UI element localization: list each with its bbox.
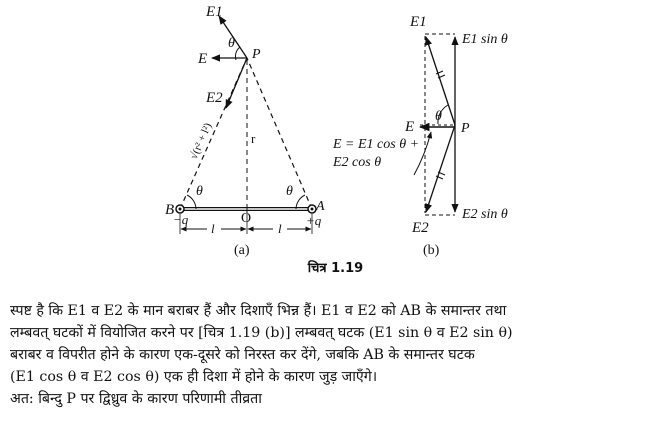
label-minus-q: −q: [173, 212, 189, 227]
label-e1-sin: E1 sin θ: [462, 32, 508, 47]
label-e-eq-1: E = E1 cos θ +: [333, 137, 420, 152]
sublabel-a: (a): [234, 243, 250, 258]
figure-caption: चित्र 1.19: [307, 261, 364, 276]
label-p-b: P: [461, 121, 470, 136]
label-plus-q: +q: [306, 213, 322, 228]
label-theta-top: θ: [228, 36, 235, 51]
label-e1-a: E1: [206, 4, 223, 20]
label-e2-b: E2: [412, 220, 429, 236]
paragraph-line: लम्बवत् घटकों में वियोजित करने पर [चित्र 1.19 (b)] लम्बवत् घटक (E1 sin θ व E2 sin θ): [10, 325, 513, 341]
label-b: B: [165, 202, 175, 218]
label-e2-a: E2: [206, 90, 223, 106]
e2-vector-b: [426, 125, 455, 212]
figure-a: [165, 4, 325, 258]
line-a-to-p: [247, 58, 312, 209]
sublabel-b: (b): [423, 243, 440, 258]
label-p-a: P: [252, 47, 261, 62]
theta-arc-left: [187, 195, 196, 209]
label-o: O: [241, 211, 252, 226]
label-l-left: l: [211, 221, 215, 236]
e2-vector: [226, 58, 247, 108]
paragraph-line: स्पष्ट है कि E1 व E2 के मान बराबर हैं और दिशाएँ भिन्न हैं। E1 व E2 को AB के समान्तर तथा: [10, 303, 507, 319]
explanation-paragraph: [10, 300, 665, 410]
figure-b: [332, 14, 508, 258]
paragraph-line: अत: बिन्दु P पर द्विध्रुव के कारण परिणामी तीव्रता: [10, 391, 262, 407]
label-e-b: E: [405, 119, 415, 135]
label-l-right: l: [278, 221, 282, 236]
label-hyp: √(r² + l²): [187, 121, 215, 162]
label-e-a: E: [198, 51, 208, 67]
label-theta-right: θ: [286, 184, 293, 199]
label-theta-b: θ: [435, 109, 442, 124]
paragraph-line: बराबर व विपरीत होने के कारण एक-दूसरे को निरस्त कर देंगे, जबकि AB के समान्तर घटक: [10, 347, 475, 363]
label-e1-b: E1: [410, 14, 427, 30]
label-e2-sin: E2 sin θ: [462, 207, 508, 222]
label-r: r: [251, 131, 256, 146]
label-theta-left: θ: [196, 184, 203, 199]
label-a: A: [316, 199, 325, 214]
theta-arc-right: [296, 195, 305, 209]
paragraph-line: (E1 cos θ व E2 cos θ) एक ही दिशा में होने के कारण जुड़ जाएँगे।: [10, 369, 378, 385]
label-e-eq-2: E2 cos θ: [333, 155, 382, 170]
